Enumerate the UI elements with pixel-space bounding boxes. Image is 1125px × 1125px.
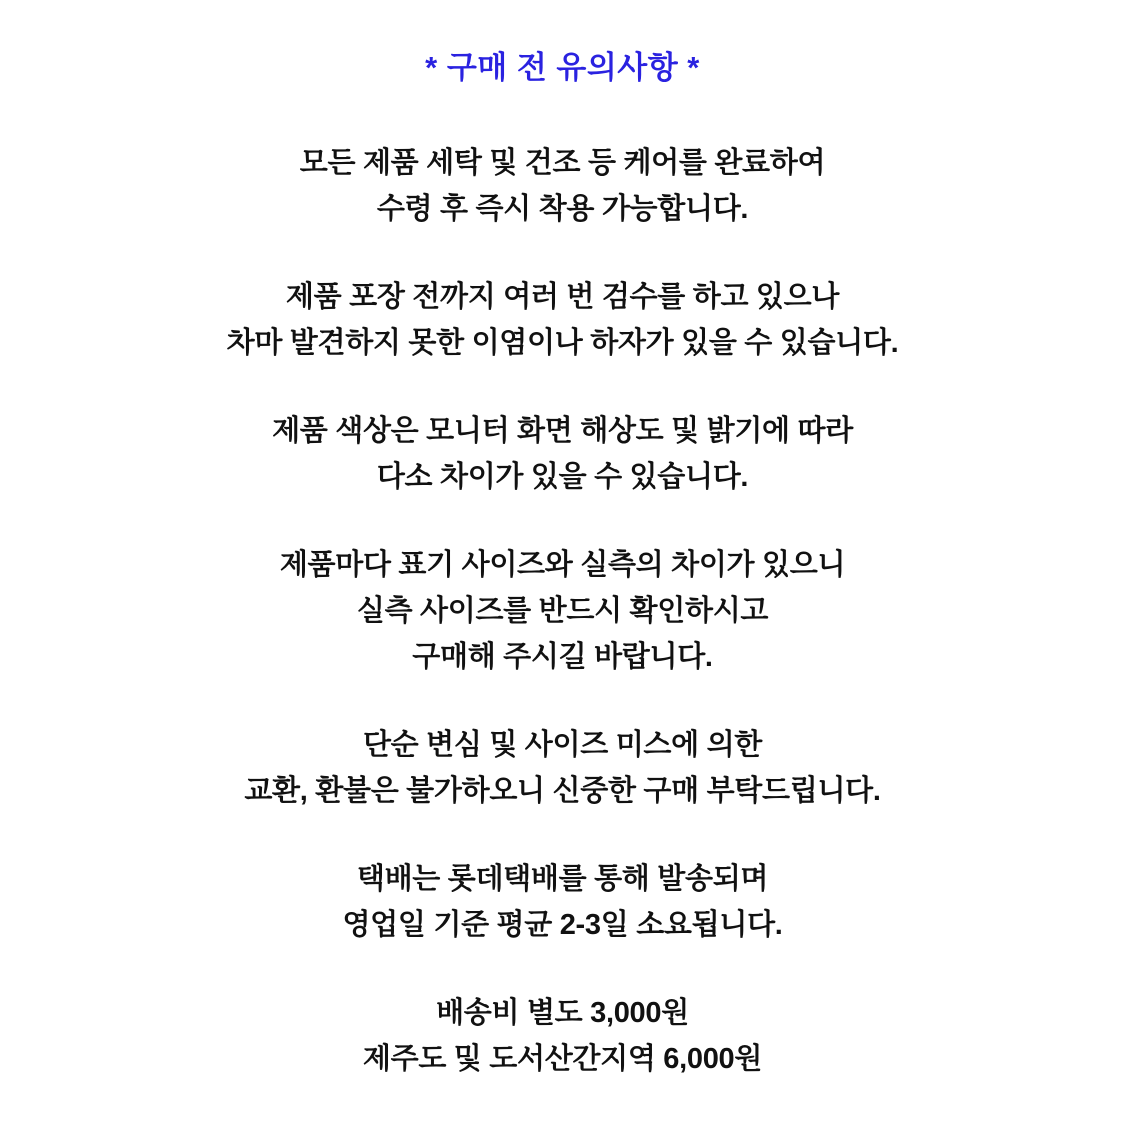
notice-line: 실측 사이즈를 반드시 확인하시고	[356, 595, 769, 627]
notice-line: 수령 후 즉시 착용 가능합니다.	[376, 193, 749, 225]
notice-line: 단순 변심 및 사이즈 미스에 의한	[362, 729, 763, 761]
notice-paragraph	[0, 542, 1125, 680]
notice-line: 배송비 별도 3,000원	[436, 997, 689, 1029]
notice-line: 제주도 및 도서산간지역 6,000원	[362, 1043, 763, 1075]
notice-paragraph	[0, 722, 1125, 814]
notice-title: * 구매 전 유의사항 *	[425, 50, 700, 85]
notice-line: 교환, 환불은 불가하오니 신중한 구매 부탁드립니다.	[244, 775, 881, 807]
notice-line: 모든 제품 세탁 및 건조 등 케어를 완료하여	[299, 147, 826, 179]
notice-paragraph	[0, 274, 1125, 366]
notice-paragraph	[0, 990, 1125, 1082]
notice-line: 제품 포장 전까지 여러 번 검수를 하고 있으나	[285, 281, 840, 313]
notice-line: 차마 발견하지 못한 이염이나 하자가 있을 수 있습니다.	[226, 327, 899, 359]
notice-line: 제품 색상은 모니터 화면 해상도 및 밝기에 따라	[272, 415, 853, 447]
notice-line: 다소 차이가 있을 수 있습니다.	[376, 461, 749, 493]
notice-line: 영업일 기준 평균 2-3일 소요됩니다.	[342, 909, 783, 941]
notice-paragraph	[0, 408, 1125, 500]
notice-paragraph	[0, 140, 1125, 232]
notice-line: 제품마다 표기 사이즈와 실측의 차이가 있으니	[279, 549, 846, 581]
notice-line: 택배는 롯데택배를 통해 발송되며	[356, 863, 769, 895]
notice-line: 구매해 주시길 바랍니다.	[412, 641, 713, 673]
notice-paragraph	[0, 856, 1125, 948]
